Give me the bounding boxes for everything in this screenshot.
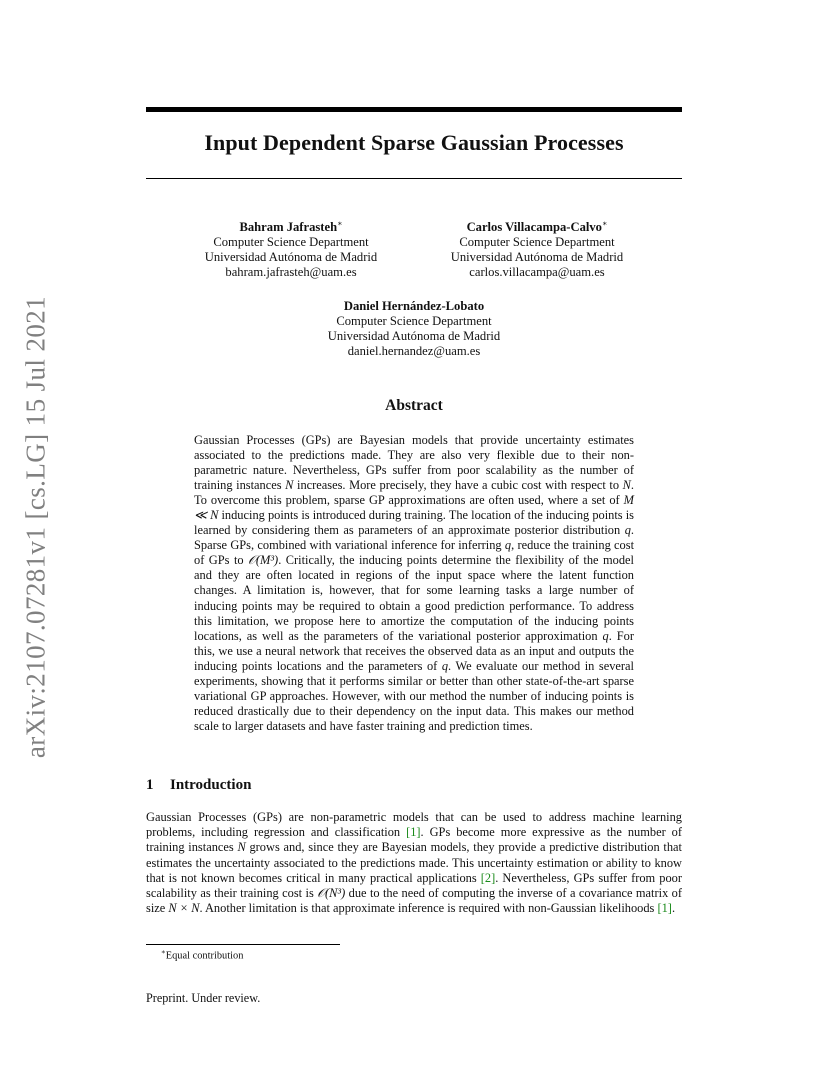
footnote: ∗Equal contribution: [161, 948, 244, 962]
author-department: Computer Science Department: [459, 235, 615, 250]
author-email: carlos.villacampa@uam.es: [469, 265, 605, 280]
title-top-rule: [146, 107, 682, 112]
citation-link[interactable]: [1]: [406, 825, 421, 840]
author-email: bahram.jafrasteh@uam.es: [225, 265, 357, 280]
footnote-rule: [146, 944, 340, 945]
citation-link[interactable]: [2]: [480, 870, 496, 885]
author-university: Universidad Autónoma de Madrid: [204, 250, 378, 265]
author-department: Computer Science Department: [213, 235, 369, 250]
arxiv-identifier: arXiv:2107.07281v1 [cs.LG] 15 Jul 2021: [20, 295, 51, 759]
author-name: Carlos Villacampa-Calvo∗: [466, 219, 608, 235]
author-university: Universidad Autónoma de Madrid: [450, 250, 624, 265]
author-block-1: [186, 216, 396, 280]
citation-link[interactable]: [1]: [657, 901, 672, 916]
introduction-body: Gaussian Processes (GPs) are non-parametric models that can be used to address machine learning problems, including regression and classification [1]. GPs become more expressive as the number of training instances N grows and, since they are Bayesian models, they provide a predictive distribution that estimates the uncertainty associated to the predictions made. This uncertainty estimation or ability to know that is not known becomes critical in many practical applications [2]. Nevertheless, GPs suffer from poor scalability as their training cost is 𝒪(N³) due to the need of computing the inverse of a covariance matrix of size N × N. Another limitation is that approximate inference is required with non-Gaussian likelihoods [1].: [146, 810, 682, 916]
title-bottom-rule: [146, 178, 682, 179]
section-heading-introduction: 1 Introduction: [146, 777, 252, 793]
author-email: daniel.hernandez@uam.es: [347, 344, 481, 358]
paper-title: Input Dependent Sparse Gaussian Processes: [204, 130, 624, 155]
author-name: Daniel Hernández-Lobato: [343, 299, 485, 313]
author-name: Bahram Jafrasteh∗: [239, 219, 343, 235]
preprint-notice: Preprint. Under review.: [146, 991, 261, 1005]
author-block-3: [309, 299, 519, 359]
author-university: Universidad Autónoma de Madrid: [327, 329, 501, 343]
author-block-2: [432, 216, 642, 280]
author-department: Computer Science Department: [336, 314, 492, 328]
abstract-body: Gaussian Processes (GPs) are Bayesian models that provide uncertainty estimates associated to the predictions made. They are also very flexible due to their non-parametric nature. Nevertheless, GPs suffer from poor scalability as the number of training instances N increases. More precisely, they have a cubic cost with respect to N. To overcome this problem, sparse GP approximations are often used, where a set of M ≪ N inducing points is introduced during training. The location of the inducing points is learned by considering them as parameters of an approximate posterior distribution q. Sparse GPs, combined with variational inference for inferring q, reduce the training cost of GPs to 𝒪(M³). Critically, the inducing points determine the flexibility of the model and they are often located in regions of the input space where the latent function changes. A limitation is, however, that for some learning tasks a large number of inducing points may be required to obtain a good prediction performance. To address this limitation, we propose here to amortize the computation of the inducing points locations, as well as the parameters of the variational posterior approximation q. For this, we use a neural network that receives the observed data as an input and outputs the inducing points locations and the parameters of q. We evaluate our method in several experiments, showing that it performs similar or better than other state-of-the-art sparse variational GP approaches. However, with our method the number of inducing points is reduced drastically due to their dependency on the input data. This makes our method scale to larger datasets and have faster training and prediction times.: [194, 433, 635, 733]
abstract-heading: Abstract: [385, 397, 443, 414]
